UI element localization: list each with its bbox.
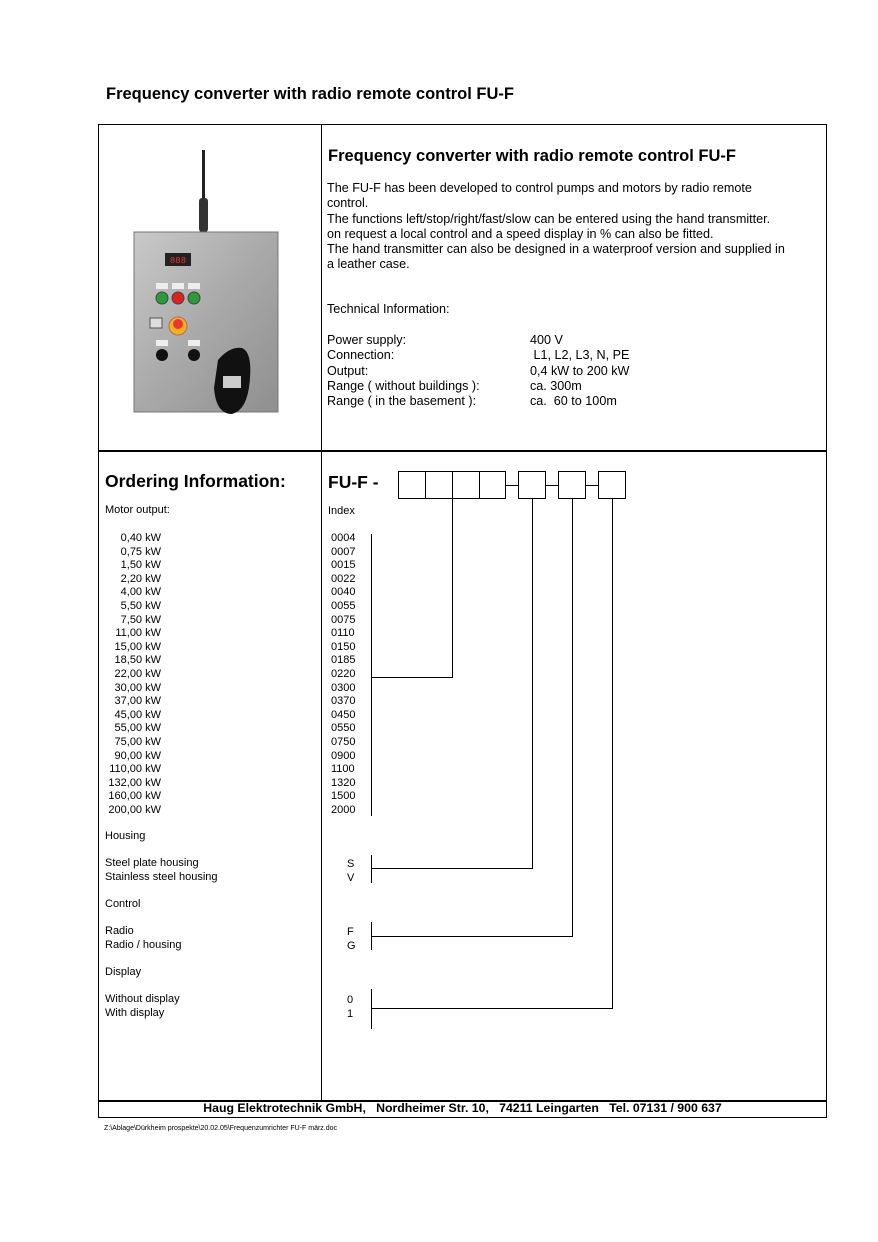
- housing-option-steel: Steel plate housing: [105, 857, 199, 869]
- index-label: Index: [328, 505, 355, 517]
- box-divider: [479, 471, 480, 499]
- spec-labels: Power supply: Connection: Output: Range ( without buildings ): Range ( in the basement ):: [327, 333, 480, 409]
- code-box-housing: [518, 471, 546, 499]
- display-bracket: [371, 989, 372, 1029]
- box-connector: [546, 485, 558, 486]
- page-title: Frequency converter with radio remote control FU-F: [106, 85, 514, 103]
- housing-label: Housing: [105, 830, 146, 842]
- column-divider: [321, 124, 322, 1100]
- motor-bracket: [371, 534, 372, 816]
- box-divider: [425, 471, 426, 499]
- control-code-g: G: [347, 940, 356, 952]
- housing-leader-up: [532, 499, 533, 869]
- display-option-with: With display: [105, 1007, 165, 1019]
- spec-values: 400 V L1, L2, L3, N, PE 0,4 kW to 200 kW ca. 300m ca. 60 to 100m: [530, 333, 630, 409]
- box-connector: [586, 485, 598, 486]
- product-description: The FU-F has been developed to control pumps and motors by radio remote control. The functions left/stop/right/fast/slow can be entered using the hand transmitter. on request a local control and a speed display in % can also be fitted. The hand transmitter can also be designed in a waterproof version and supplied in a leather case.: [327, 181, 785, 272]
- display-leader-up: [612, 499, 613, 1009]
- footer-address: Haug Elektrotechnik GmbH, Nordheimer Str. 10, 74211 Leingarten Tel. 07131 / 900 637: [203, 1101, 722, 1115]
- control-code-f: F: [347, 926, 354, 938]
- motor-output-label: Motor output:: [105, 504, 170, 516]
- control-option-radio-housing: Radio / housing: [105, 939, 182, 951]
- housing-code-s: S: [347, 858, 355, 870]
- control-label: Control: [105, 898, 141, 910]
- display-leader: [371, 1008, 613, 1009]
- device-image: [130, 148, 280, 416]
- box-connector: [506, 485, 518, 486]
- housing-bracket: [371, 855, 372, 883]
- code-box-control: [558, 471, 586, 499]
- display-label: Display: [105, 966, 142, 978]
- lower-frame: [98, 450, 827, 1102]
- index-list: 0004 0007 0015 0022 0040 0055 0075 0110 0150 0185 0220 0300 0370 0450 0550 0750 0900 1100 1320 1500 2000: [331, 532, 356, 816]
- code-prefix: FU-F -: [328, 472, 379, 492]
- product-heading: Frequency converter with radio remote control FU-F: [328, 147, 736, 165]
- motor-leader-up: [452, 499, 453, 678]
- display-option-without: Without display: [105, 993, 180, 1005]
- display-code-0: 0: [347, 994, 354, 1006]
- tech-heading: Technical Information:: [327, 302, 450, 316]
- code-box-display: [598, 471, 626, 499]
- device-display-readout: 888: [169, 256, 187, 266]
- ordering-heading: Ordering Information:: [105, 471, 286, 491]
- housing-option-stainless: Stainless steel housing: [105, 871, 218, 883]
- display-code-1: 1: [347, 1008, 354, 1020]
- control-leader-up: [572, 499, 573, 937]
- housing-leader: [371, 868, 533, 869]
- motor-leader: [371, 677, 453, 678]
- control-leader: [371, 936, 573, 937]
- box-divider: [452, 471, 453, 499]
- motor-output-list: 0,40 kW 0,75 kW 1,50 kW 2,20 kW 4,00 kW 5,50 kW 7,50 kW 11,00 kW 15,00 kW 18,50 kW 22,00 kW 30,00 kW 37,00 kW 45,00 kW 55,00 kW 75,00 kW 90,00 kW 110,00 kW 132,00 kW 160,00 kW 200,00 kW: [108, 532, 161, 816]
- file-path: Z:\Ablage\Dürkheim prospekte\20.02.05\Frequenzumrichter FU-F märz.doc: [104, 1125, 338, 1132]
- control-option-radio: Radio: [105, 925, 134, 937]
- housing-code-v: V: [347, 872, 355, 884]
